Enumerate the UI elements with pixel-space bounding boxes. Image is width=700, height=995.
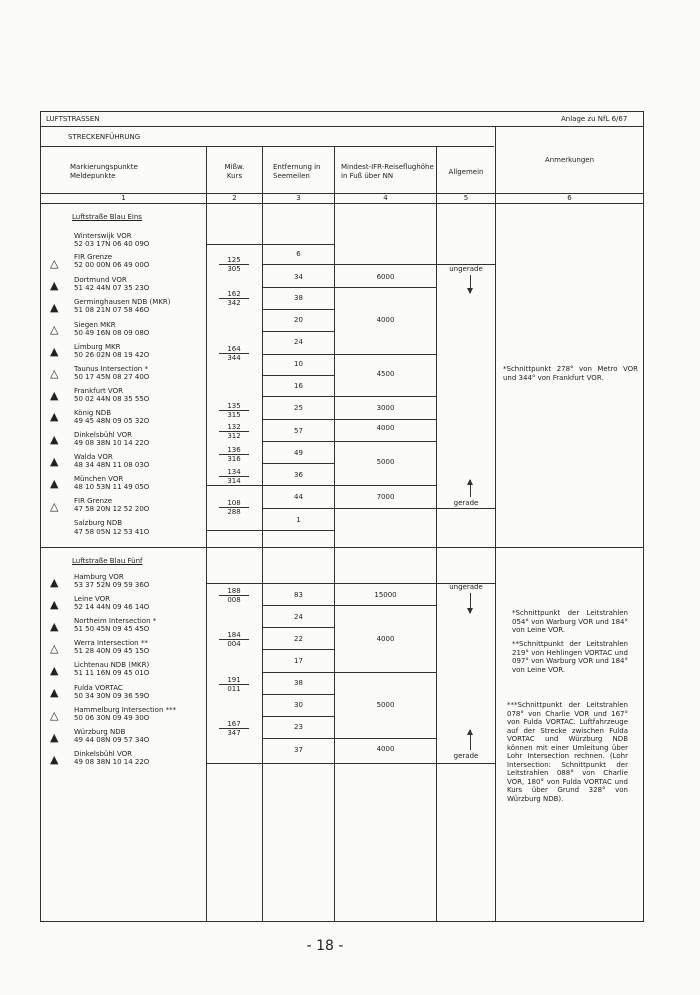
vrule-4 [436, 146, 437, 922]
course-reciprocal: 008 [219, 595, 249, 604]
frame-right [643, 111, 644, 922]
reporting-point-filled-triangle-icon: ▲ [50, 731, 59, 744]
distance: 44 [294, 493, 303, 501]
min-altitude: 4000 [376, 745, 395, 753]
point-coords: 50 17 45N 08 27 40O [74, 373, 150, 381]
point-coords: 50 02 44N 08 35 55O [74, 395, 150, 403]
course-reciprocal: 316 [219, 454, 249, 463]
row-divider [262, 441, 334, 442]
route2-footnote-3: ***Schnittpunkt der Leitstrahlen 078° von Charlie VOR und 167° von Fulda VORTAC. Luftfahrzeuge auf der Strecke zwischen Fulda VORTAC und Würzburg NDB können mit einer Umleitung über Lohr Intersection rechnen. (Lohr Intersection: Schnittpunkt der Leitstrahlen 088° von Charlie VOR, 180° von Fulda VORTAC und Kurs über Grund 328° von Würzburg NDB). [507, 701, 628, 803]
row-divider [334, 441, 436, 442]
point-coords: 49 08 38N 10 14 22O [74, 439, 150, 447]
point-name: Dortmund VOR [74, 276, 127, 284]
course [219, 468, 249, 485]
point-coords: 47 58 05N 12 53 41O [74, 528, 150, 536]
course [219, 446, 249, 463]
direction-even: gerade [453, 499, 479, 507]
row-divider [262, 264, 334, 265]
point-name: FIR Grenze [74, 253, 113, 261]
row-divider [262, 463, 334, 464]
distance: 20 [294, 316, 303, 324]
point-name: Germinghausen NDB (MKR) [74, 298, 171, 306]
colnum-3: 3 [296, 194, 301, 202]
row-divider [436, 763, 495, 764]
reporting-point-filled-triangle-icon: ▲ [50, 389, 59, 402]
reporting-point-open-triangle-icon: △ [50, 642, 59, 655]
row-divider [262, 375, 334, 376]
route2-footnote-2: **Schnittpunkt der Leitstrahlen 219° von Hehlingen VORTAC und 097° von Warburg VOR und 184° von Leine VOR. [512, 640, 628, 674]
row-divider [206, 530, 262, 531]
course [219, 345, 249, 362]
row-divider [262, 244, 334, 245]
rule-colnum [40, 203, 644, 204]
row-divider [334, 485, 436, 486]
col4-header-a: Mindest-IFR-Reiseflughöhe [341, 163, 434, 171]
distance: 24 [294, 338, 303, 346]
distance: 22 [294, 635, 303, 643]
course-reciprocal: 004 [219, 639, 249, 648]
distance: 34 [294, 273, 303, 281]
distance: 30 [294, 701, 303, 709]
distance: 37 [294, 746, 303, 754]
min-altitude: 4000 [376, 424, 395, 432]
course-reciprocal: 305 [219, 264, 249, 273]
point-coords: 51 11 16N 09 45 01O [74, 669, 150, 677]
point-name: Lichtenau NDB (MKR) [74, 661, 150, 669]
distance: 24 [294, 613, 303, 621]
point-name: Fulda VORTAC [74, 684, 123, 692]
min-altitude: 4500 [376, 370, 395, 378]
course [219, 256, 249, 273]
course-true: 167 [227, 720, 241, 728]
point-coords: 50 06 30N 09 49 30O [74, 714, 150, 722]
course-reciprocal: 011 [219, 684, 249, 693]
point-name: Walda VOR [74, 453, 113, 461]
course-reciprocal: 315 [219, 410, 249, 419]
min-altitude: 7000 [376, 493, 395, 501]
reporting-point-filled-triangle-icon: ▲ [50, 686, 59, 699]
reporting-point-open-triangle-icon: △ [50, 709, 59, 722]
vrule-2 [262, 146, 263, 922]
course [219, 631, 249, 648]
distance: 57 [294, 427, 303, 435]
row-divider [262, 508, 334, 509]
point-coords: 50 26 02N 08 19 42O [74, 351, 150, 359]
course [219, 402, 249, 419]
route1-title: Luftstraße Blau Eins [72, 213, 142, 221]
arrow-up-icon [470, 730, 471, 750]
reporting-point-open-triangle-icon: △ [50, 367, 59, 380]
reporting-point-filled-triangle-icon: ▲ [50, 620, 59, 633]
frame-left [40, 111, 41, 922]
frame-top [40, 111, 644, 112]
min-altitude: 5000 [376, 458, 395, 466]
row-divider [262, 530, 334, 531]
row-divider [262, 309, 334, 310]
row-divider [262, 694, 334, 695]
min-altitude: 4000 [376, 316, 395, 324]
reporting-point-filled-triangle-icon: ▲ [50, 345, 59, 358]
row-divider [334, 287, 436, 288]
row-divider [262, 396, 334, 397]
distance: 83 [294, 591, 303, 599]
reporting-point-open-triangle-icon: △ [50, 500, 59, 513]
direction-odd: ungerade [449, 265, 483, 273]
distance: 10 [294, 360, 303, 368]
point-name: Leine VOR [74, 595, 111, 603]
row-divider [334, 508, 436, 509]
row-divider [334, 583, 436, 584]
course-reciprocal: 312 [219, 431, 249, 440]
row-divider [262, 331, 334, 332]
course [219, 290, 249, 307]
point-coords: 52 03 17N 06 40 09O [74, 240, 150, 248]
arrow-up-icon [470, 480, 471, 497]
row-divider [262, 716, 334, 717]
row-divider [262, 287, 334, 288]
reporting-point-filled-triangle-icon: ▲ [50, 301, 59, 314]
point-name: Hamburg VOR [74, 573, 124, 581]
min-altitude: 5000 [376, 701, 395, 709]
point-name: München VOR [74, 475, 124, 483]
point-coords: 52 14 44N 09 46 14O [74, 603, 150, 611]
reporting-point-filled-triangle-icon: ▲ [50, 410, 59, 423]
row-divider [262, 354, 334, 355]
row-divider [206, 583, 262, 584]
route1-footnote: *Schnittpunkt 278° von Metro VOR und 344° von Frankfurt VOR. [503, 365, 638, 382]
point-coords: 50 34 30N 09 36 59O [74, 692, 150, 700]
point-coords: 51 08 21N 07 58 46O [74, 306, 150, 314]
distance: 49 [294, 449, 303, 457]
course-reciprocal: 347 [219, 728, 249, 737]
colnum-1: 1 [121, 194, 126, 202]
point-name: Salzburg NDB [74, 519, 123, 527]
min-altitude: 6000 [376, 273, 395, 281]
course [219, 499, 249, 516]
point-name: Winterswijk VOR [74, 232, 132, 240]
row-divider [334, 419, 436, 420]
row-divider [334, 763, 436, 764]
point-coords: 49 08 38N 10 14 22O [74, 758, 150, 766]
point-coords: 51 42 44N 07 35 23O [74, 284, 150, 292]
distance: 16 [294, 382, 303, 390]
distance: 36 [294, 471, 303, 479]
frame-bottom [40, 921, 644, 922]
point-name: König NDB [74, 409, 112, 417]
row-divider [334, 396, 436, 397]
distance: 6 [296, 250, 301, 258]
row-divider [262, 419, 334, 420]
point-coords: 49 45 48N 09 05 32O [74, 417, 150, 425]
col3-header-b: Seemeilen [273, 172, 310, 180]
col6-header: Anmerkungen [544, 156, 595, 164]
reporting-point-filled-triangle-icon: ▲ [50, 598, 59, 611]
course-reciprocal: 288 [219, 507, 249, 516]
course-reciprocal: 342 [219, 298, 249, 307]
point-name: Limburg MKR [74, 343, 121, 351]
rule-section [40, 146, 494, 147]
course [219, 587, 249, 604]
vrule-1 [206, 146, 207, 922]
point-name: Würzburg NDB [74, 728, 126, 736]
distance: 23 [294, 723, 303, 731]
reporting-point-filled-triangle-icon: ▲ [50, 753, 59, 766]
point-coords: 51 28 40N 09 45 15O [74, 647, 150, 655]
row-divider [206, 485, 262, 486]
direction-even: gerade [453, 752, 479, 760]
course-true: 132 [227, 423, 241, 431]
course-true: 134 [227, 468, 241, 476]
row-divider [262, 649, 334, 650]
course-true: 136 [227, 446, 241, 454]
row-divider [206, 763, 262, 764]
header-title: LUFTSTRASSEN [46, 115, 100, 123]
col5-header: Allgemein [448, 168, 484, 176]
point-name: FIR Grenze [74, 497, 113, 505]
point-name: Dinkelsbühl VOR [74, 431, 132, 439]
col2-header-b: Kurs [226, 172, 243, 180]
course-true: 191 [227, 676, 241, 684]
route2-footnote-1: *Schnittpunkt der Leitstrahlen 054° von Warburg VOR und 184° von Leine VOR. [512, 609, 628, 634]
row-divider [262, 485, 334, 486]
section-title: STRECKENFÜHRUNG [68, 133, 141, 141]
col1-header-a: Markierungspunkte [70, 163, 138, 171]
point-coords: 51 50 45N 09 45 45O [74, 625, 150, 633]
point-name: Frankfurt VOR [74, 387, 123, 395]
reporting-point-filled-triangle-icon: ▲ [50, 455, 59, 468]
rule-route-divider [40, 547, 644, 548]
course-true: 135 [227, 402, 241, 410]
min-altitude: 3000 [376, 404, 395, 412]
course-reciprocal: 314 [219, 476, 249, 485]
col3-header-a: Entfernung in [273, 163, 321, 171]
reporting-point-filled-triangle-icon: ▲ [50, 477, 59, 490]
distance: 38 [294, 679, 303, 687]
course-true: 184 [227, 631, 241, 639]
row-divider [262, 627, 334, 628]
point-coords: 48 34 48N 11 08 03O [74, 461, 150, 469]
vrule-3 [334, 146, 335, 922]
reporting-point-filled-triangle-icon: ▲ [50, 576, 59, 589]
course-reciprocal: 344 [219, 353, 249, 362]
distance: 17 [294, 657, 303, 665]
row-divider [262, 738, 334, 739]
course-true: 188 [227, 587, 241, 595]
course [219, 720, 249, 737]
point-coords: 48 10 53N 11 49 05O [74, 483, 150, 491]
colnum-2: 2 [232, 194, 237, 202]
distance: 38 [294, 294, 303, 302]
row-divider [262, 763, 334, 764]
course [219, 423, 249, 440]
row-divider [334, 605, 436, 606]
course-true: 125 [227, 256, 241, 264]
page-number: - 18 - [306, 938, 344, 954]
point-name: Siegen MKR [74, 321, 116, 329]
row-divider [262, 672, 334, 673]
point-name: Taunus Intersection * [74, 365, 148, 373]
colnum-5: 5 [463, 194, 469, 202]
course-true: 162 [227, 290, 241, 298]
row-divider [262, 583, 334, 584]
min-altitude: 15000 [374, 591, 397, 599]
course [219, 676, 249, 693]
colnum-4: 4 [383, 194, 388, 202]
point-name: Northeim Intersection * [74, 617, 157, 625]
direction-odd: ungerade [449, 583, 483, 591]
arrow-down-icon [470, 593, 471, 613]
reporting-point-filled-triangle-icon: ▲ [50, 279, 59, 292]
header-annex: Anlage zu NfL 6/67 [561, 115, 628, 123]
point-coords: 53 37 52N 09 59 36O [74, 581, 150, 589]
row-divider [436, 508, 495, 509]
row-divider [334, 738, 436, 739]
course-true: 108 [227, 499, 241, 507]
point-name: Werra Intersection ** [74, 639, 148, 647]
min-altitude: 4000 [376, 635, 395, 643]
col1-header-b: Meldepunkte [70, 172, 116, 180]
reporting-point-open-triangle-icon: △ [50, 323, 59, 336]
reporting-point-filled-triangle-icon: ▲ [50, 433, 59, 446]
distance: 1 [296, 516, 301, 524]
point-coords: 52 00 00N 06 49 00O [74, 261, 150, 269]
row-divider [262, 605, 334, 606]
route2-title: Luftstraße Blau Fünf [72, 557, 143, 565]
reporting-point-filled-triangle-icon: ▲ [50, 664, 59, 677]
col2-header-a: Mißw. [224, 163, 245, 171]
point-coords: 50 49 16N 08 09 08O [74, 329, 150, 337]
row-divider [206, 244, 262, 245]
course-true: 164 [227, 345, 241, 353]
vrule-5 [495, 126, 496, 922]
arrow-down-icon [470, 275, 471, 293]
row-divider [334, 672, 436, 673]
row-divider [334, 264, 436, 265]
distance: 25 [294, 404, 303, 412]
rule-header [40, 126, 644, 127]
point-coords: 49 44 08N 09 57 34O [74, 736, 150, 744]
reporting-point-open-triangle-icon: △ [50, 257, 59, 270]
col4-header-b: in Fuß über NN [341, 172, 394, 180]
colnum-6: 6 [567, 194, 572, 202]
point-coords: 47 58 20N 12 52 20O [74, 505, 150, 513]
point-name: Hammelburg Intersection *** [74, 706, 177, 714]
point-name: Dinkelsbühl VOR [74, 750, 132, 758]
row-divider [334, 354, 436, 355]
